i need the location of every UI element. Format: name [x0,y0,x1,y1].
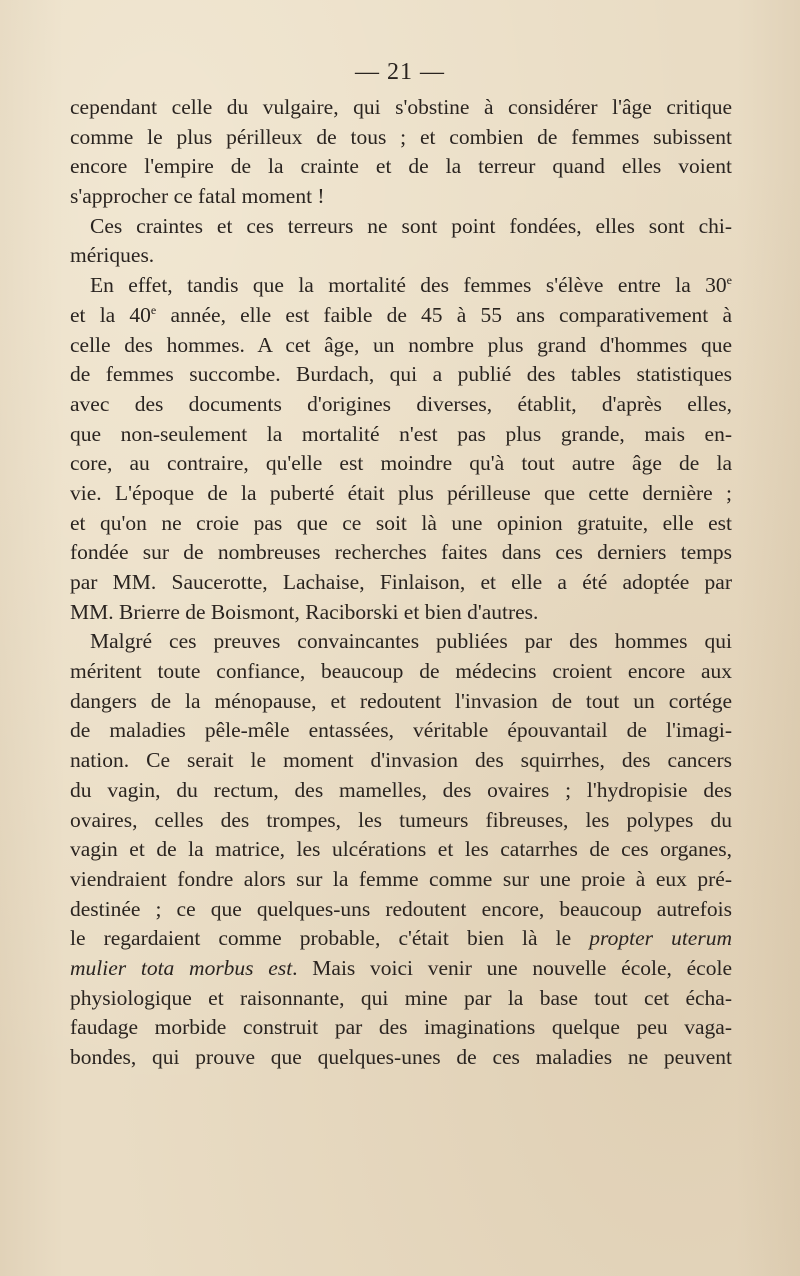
text-line: méritent toute confiance, beaucoup de médecins croient encore aux [70,659,732,684]
text-line: encore l'empire de la crainte et de la terreur quand elles voient [70,154,732,179]
text-line: fondée sur de nombreuses recherches faites dans ces derniers temps [70,540,732,565]
text-line: physiologique et raisonnante, qui mine par la base tout cet écha- [70,985,732,1010]
text-line: mériques. [70,243,155,268]
text-line: core, au contraire, qu'elle est moindre qu'à tout autre âge de la [70,451,732,476]
text-line: vagin et de la matrice, les ulcérations et les catarrhes de ces organes, [70,837,732,862]
text-line: et la 40e année, elle est faible de 45 à 55 ans comparativement à [70,302,732,327]
text-line: dangers de la ménopause, et redoutent l'invasion de tout un cortége [70,688,732,713]
text-line: de maladies pêle-mêle entassées, véritable épouvantail de l'imagi- [70,718,732,743]
text-line: et qu'on ne croie pas que ce soit là une opinion gratuite, elle est [70,510,732,535]
text-line: que non-seulement la mortalité n'est pas plus grande, mais en- [70,421,732,446]
text-line: viendraient fondre alors sur la femme comme sur une proie à eux pré- [70,866,732,891]
text-line: MM. Brierre de Boismont, Raciborski et bien d'autres. [70,599,539,624]
text-line: bondes, qui prouve que quelques-unes de ces maladies ne peuvent [70,1045,732,1069]
text-line: le regardaient comme probable, c'était bien là le propter uterum [70,926,732,951]
text-line: par MM. Saucerotte, Lachaise, Finlaison, et elle a été adoptée par [70,570,732,594]
text-line: destinée ; ce que quelques-uns redoutent encore, beaucoup autrefois [70,896,732,921]
latin-phrase: propter uterum [589,926,732,951]
text-line: Ces craintes et ces terreurs ne sont point fondées, elles sont chi- [90,213,732,238]
text-line: cependant celle du vulgaire, qui s'obstine à considérer l'âge critique [70,95,732,119]
text-line: mulier tota morbus est. Mais voici venir une nouvelle école, école [70,955,732,980]
text-line: de femmes succombe. Burdach, qui a publié des tables statistiques [70,362,732,387]
text-line: s'approcher ce fatal moment ! [70,184,325,209]
text-line: ovaires, celles des trompes, les tumeurs fibreuses, les polypes du [70,807,732,832]
text-line: vie. L'époque de la puberté était plus périlleuse que cette dernière ; [70,480,732,505]
text-line: comme le plus périlleux de tous ; et combien de femmes subissent [70,124,732,149]
text-line: du vagin, du rectum, des mamelles, des ovaires ; l'hydropisie des [70,777,732,802]
text-line: avec des documents d'origines diverses, établit, d'après elles, [70,391,732,416]
text-line: celle des hommes. A cet âge, un nombre plus grand d'hommes que [70,332,732,357]
body-text [70,93,732,1073]
page-number: — 21 — [355,59,445,85]
text-line: Malgré ces preuves convaincantes publiées par des hommes qui [90,629,732,654]
text-line: nation. Ce serait le moment d'invasion des squirrhes, des cancers [70,748,732,773]
text-line: faudage morbide construit par des imaginations quelque peu vaga- [70,1015,732,1040]
latin-phrase: mulier tota morbus est [70,955,293,980]
text-line: En effet, tandis que la mortalité des femmes s'élève entre la 30e [90,273,732,298]
